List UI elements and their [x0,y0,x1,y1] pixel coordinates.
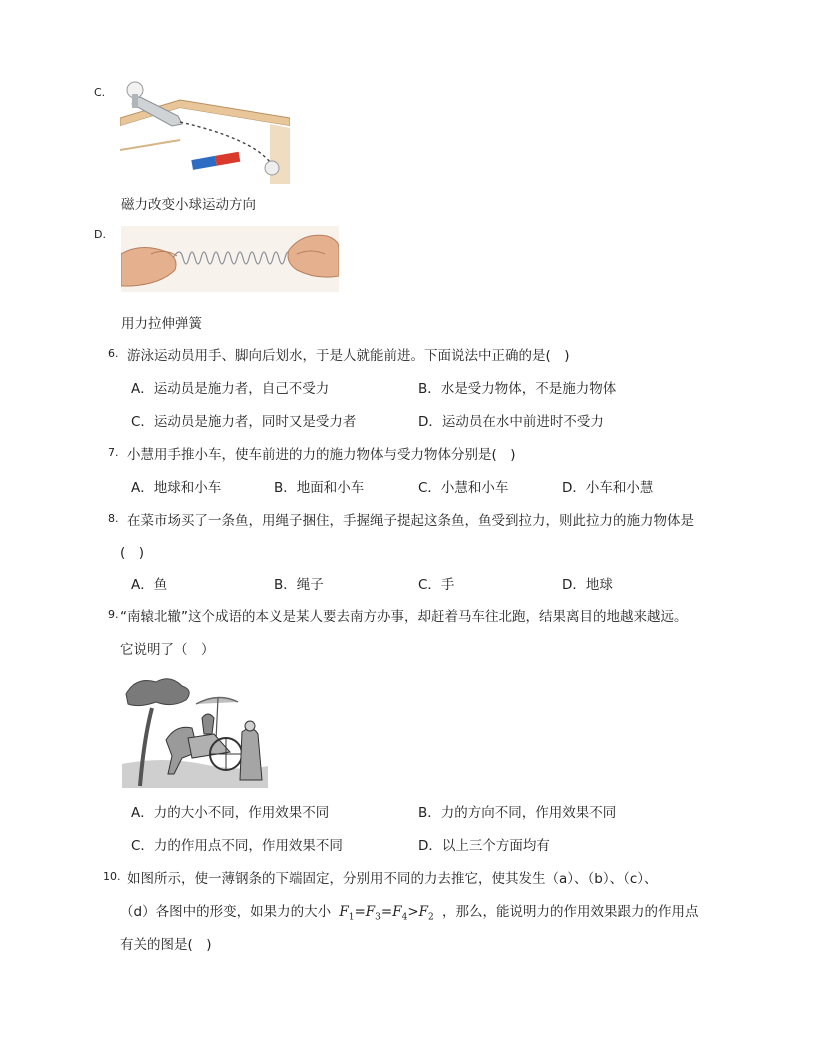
q6-option-d: D．运动员在水中前进时不受力 [418,414,604,430]
q6-option-c: C．运动员是施力者，同时又是受力者 [131,414,357,430]
option-c-caption: 磁力改变小球运动方向 [121,197,256,213]
q9-option-d: D．以上三个方面均有 [418,838,550,854]
q6-option-b: B．水是受力物体，不是施力物体 [418,381,617,397]
q7-number: 7. [108,446,119,459]
q10-stem-line2 [120,900,699,923]
q10-stem-line1: 如图所示，使一薄钢条的下端固定，分别用不同的力去推它，使其发生（a）、（b）、（c）、 [127,871,658,887]
q9-option-a: A．力的大小不同，作用效果不同 [131,805,330,821]
q7-option-b: B．地面和小车 [274,480,365,496]
q7-option-d: D．小车和小慧 [562,480,654,496]
q8-number: 8. [108,512,119,525]
q6-stem: 游泳运动员用手、脚向后划水，于是人就能前进。下面说法中正确的是( ) [127,348,570,364]
q10-stem-line2-suffix: ，那么，能说明力的作用效果跟力的作用点 [442,904,699,920]
q9-stem-line1: “南辕北辙”这个成语的本义是某人要去南方办事，却赶着马车往北跑，结果离目的地越来越远。 [120,609,688,625]
q10-number: 10. [103,870,121,883]
q8-option-c: C．手 [418,577,455,593]
q8-option-b: B．绳子 [274,577,324,593]
q10-stem-line2-prefix: （d）各图中的形变，如果力的大小 [120,904,332,920]
q10-stem-line3: 有关的图是( ) [120,937,212,953]
q8-stem-line1: 在菜市场买了一条鱼，用绳子捆住，手握绳子提起这条鱼，鱼受到拉力，则此拉力的施力物体是 [127,513,694,529]
option-d-caption: 用力拉伸弹簧 [121,316,202,332]
option-c-label: C. [94,86,106,99]
q8-option-a: A．鱼 [131,577,168,593]
q6-option-a: A．运动员是施力者，自己不受力 [131,381,330,397]
carriage-illustration [122,668,268,788]
q6-number: 6. [108,347,119,360]
magnet-ball-illustration [120,78,290,184]
q7-option-a: A．地球和小车 [131,480,222,496]
q7-stem: 小慧用手推小车，使车前进的力的施力物体与受力物体分别是( ) [127,447,516,463]
q7-option-c: C．小慧和小车 [418,480,509,496]
q9-option-c: C．力的作用点不同，作用效果不同 [131,838,343,854]
q9-option-b: B．力的方向不同，作用效果不同 [418,805,617,821]
option-d-label: D. [94,228,106,241]
spring-stretch-illustration [121,226,339,292]
q8-stem-line2: ( ) [120,545,145,561]
q8-option-d: D．地球 [562,577,613,593]
q9-stem-line2: 它说明了（ ） [120,642,215,658]
q9-number: 9. [108,608,119,621]
force-formula: $F_1=F_3=F_4>F_2$ [339,904,434,923]
